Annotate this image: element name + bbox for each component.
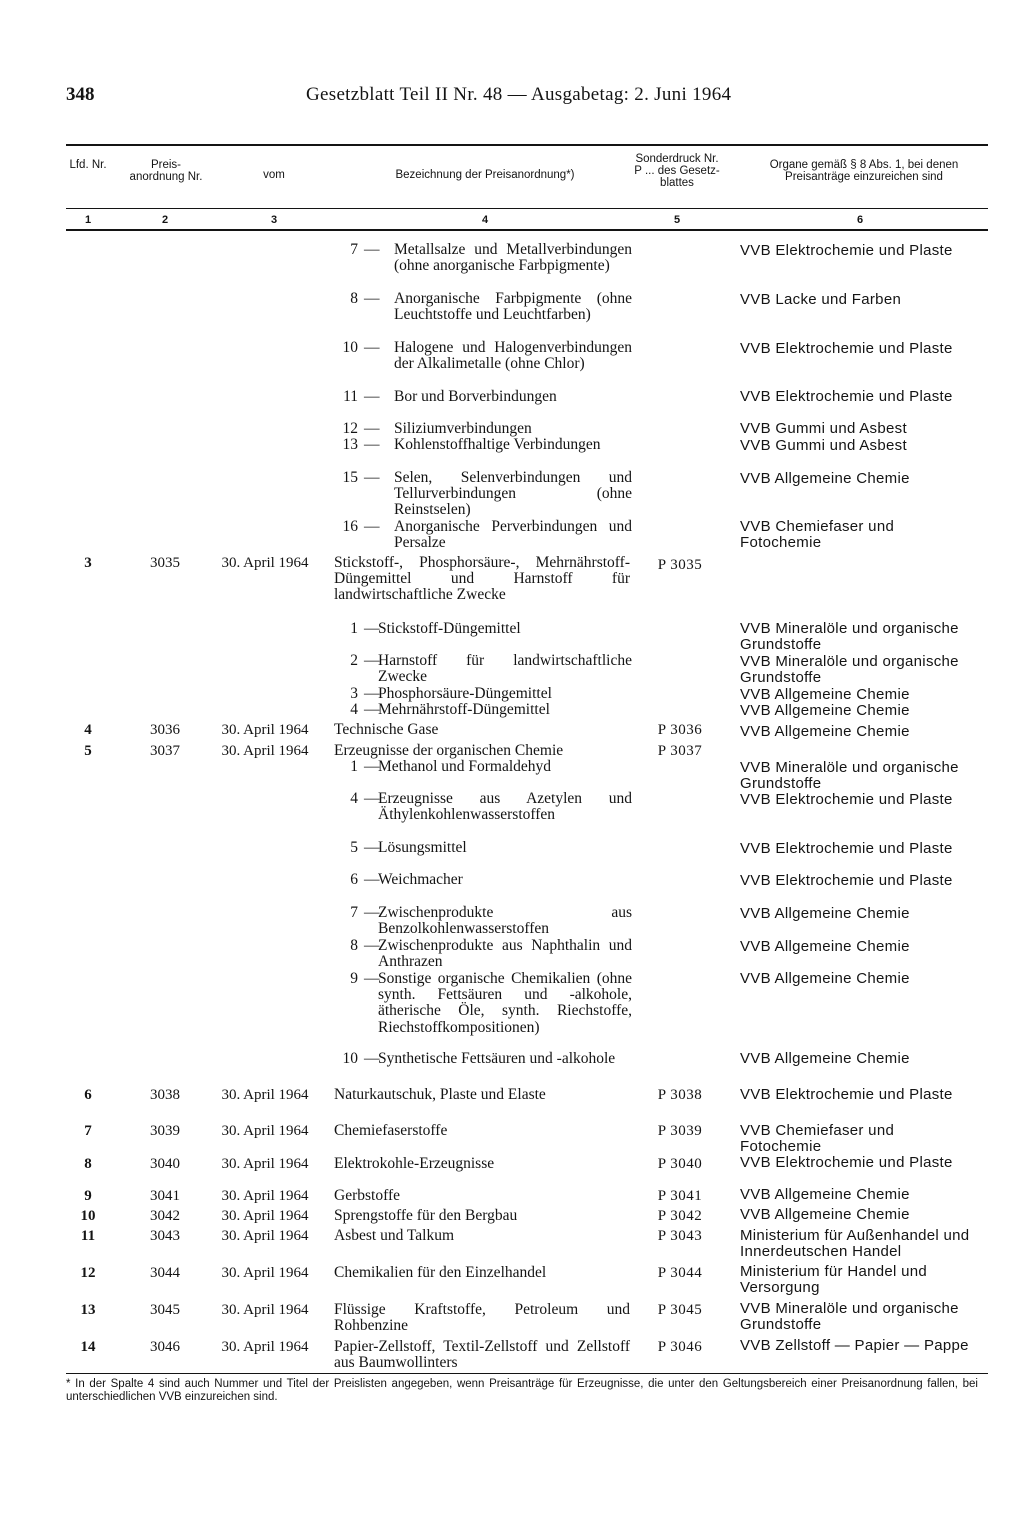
organ-cell: VVB Allgemeine Chemie [740,1050,910,1067]
organ-cell: VVB Zellstoff — Papier — Pappe [740,1337,969,1354]
item-number: 10 [342,1050,358,1067]
item-text: Zwischenprodukte aus Naphthalin und Anthrazen [378,937,632,971]
preisanordnung-nr: 3038 [150,1087,180,1103]
date: 30. April 1964 [221,555,309,571]
bezeichnung: Erzeugnisse der organischen Chemie [334,742,564,759]
date: 30. April 1964 [221,1087,309,1103]
organ-cell: VVB Allgemeine Chemie [740,723,910,740]
item-text: Phosphorsäure-Düngemittel [378,685,552,702]
organ-cell: VVB Chemiefaser und Fotochemie [740,1122,895,1156]
date: 30. April 1964 [221,1123,309,1139]
item-text: Halogene und Halogenverbindungen der Alkalimetalle (ohne Chlor) [394,339,632,373]
organ-cell: VVB Mineralöle und organische Grundstoffe [740,653,959,687]
item-number: 13 [342,436,358,453]
item-dash: — [364,436,380,453]
item-dash: — [364,469,380,486]
lfd-nr: 8 [84,1156,92,1172]
item-dash: — [364,290,380,307]
bezeichnung: Flüssige Kraftstoffe, Petroleum und Rohbenzine [334,1301,630,1335]
organ-cell: VVB Lacke und Farben [740,291,902,308]
bezeichnung: Stickstoff-, Phosphorsäure-, Mehrnährstoff-Düngemittel und Harnstoff für landwirtschaftliche Zwecke [334,554,630,604]
organ-cell: VVB Elektrochemie und Plaste [740,388,953,405]
organ-cell: VVB Elektrochemie und Plaste [740,1154,953,1171]
col-number-2: 2 [161,214,169,226]
item-dash: — [364,937,380,954]
item-text: Lösungsmittel [378,839,467,856]
lfd-nr: 13 [80,1302,96,1318]
preisanordnung-nr: 3035 [150,555,180,571]
col-head-organe: Organe gemäß § 8 Abs. 1, bei denen Preisanträge einzureichen sind [769,159,959,183]
date: 30. April 1964 [221,1208,309,1224]
item-dash: — [364,904,380,921]
sonderdruck-nr: P 3042 [657,1208,703,1224]
item-number: 10 [342,339,358,356]
col-number-5: 5 [673,214,681,226]
date: 30. April 1964 [221,1156,309,1172]
organ-cell: VVB Allgemeine Chemie [740,1186,910,1203]
item-text: Weichmacher [378,871,463,888]
organ-cell: VVB Elektrochemie und Plaste [740,242,953,259]
item-text: Metallsalze und Metallverbindungen (ohne anorganische Farbpigmente) [394,241,632,275]
col-head-sonderdruck: Sonderdruck Nr. P ... des Gesetz-blattes [634,153,720,189]
sonderdruck-nr: P 3037 [657,743,703,759]
lfd-nr: 3 [84,555,92,571]
item-dash: — [364,839,380,856]
organ-cell: VVB Allgemeine Chemie [740,702,910,719]
item-number: 8 [350,937,358,954]
item-text: Harnstoff für landwirtschaftliche Zwecke [378,652,632,686]
item-dash: — [364,620,380,637]
organ-cell: VVB Allgemeine Chemie [740,938,910,955]
item-text: Kohlenstoffhaltige Verbindungen [394,436,601,453]
col-number-4: 4 [481,214,489,226]
date: 30. April 1964 [221,1228,309,1244]
item-text: Selen, Selenverbindungen und Tellurverbindungen (ohne Reinstselen) [394,469,632,519]
item-dash: — [364,420,380,437]
preisanordnung-nr: 3041 [150,1188,180,1204]
date: 30. April 1964 [221,743,309,759]
organ-cell: VVB Gummi und Asbest [740,420,907,437]
preisanordnung-nr: 3044 [150,1265,180,1281]
item-number: 12 [342,420,358,437]
item-dash: — [364,790,380,807]
preisanordnung-nr: 3037 [150,743,180,759]
footnote: * In der Spalte 4 sind auch Nummer und Titel der Preislisten angegeben, wenn Preisanträge für Erzeugnisse, die unter den Geltungsbereich einer Preisanordnung fallen, bei unterschiedlichen VVB einzureichen sind. [66,1378,978,1403]
date: 30. April 1964 [221,722,309,738]
col-number-1: 1 [84,214,92,226]
sonderdruck-nr: P 3038 [657,1087,703,1103]
organ-cell: VVB Elektrochemie und Plaste [740,840,953,857]
item-text: Stickstoff-Düngemittel [378,620,521,637]
organ-cell: VVB Chemiefaser und Fotochemie [740,518,895,552]
item-text: Methanol und Formaldehyd [378,758,552,775]
lfd-nr: 5 [84,743,92,759]
item-number: 8 [350,290,358,307]
preisanordnung-nr: 3040 [150,1156,180,1172]
date: 30. April 1964 [221,1265,309,1281]
organ-cell: VVB Mineralöle und organische Grundstoffe [740,620,959,654]
col-head-vom: vom [263,169,285,181]
date: 30. April 1964 [221,1188,309,1204]
bezeichnung: Sprengstoffe für den Bergbau [334,1207,518,1224]
item-dash: — [364,970,380,987]
bezeichnung: Chemikalien für den Einzelhandel [334,1264,547,1281]
item-dash: — [364,871,380,888]
sonderdruck-nr: P 3044 [657,1265,703,1281]
item-number: 2 [350,652,358,669]
item-number: 1 [350,758,358,775]
sonderdruck-nr: P 3045 [657,1302,703,1318]
organ-cell: VVB Allgemeine Chemie [740,905,910,922]
col-number-3: 3 [270,214,278,226]
sonderdruck-nr: P 3041 [657,1188,703,1204]
item-dash: — [364,241,380,258]
item-dash: — [364,701,380,718]
organ-cell: Ministerium für Außenhandel und Innerdeutschen Handel [740,1227,970,1261]
item-number: 1 [350,620,358,637]
sonderdruck-nr: P 3035 [657,557,703,573]
item-dash: — [364,758,380,775]
sonderdruck-nr: P 3039 [657,1123,703,1139]
bezeichnung: Elektrokohle-Erzeugnisse [334,1155,495,1172]
preisanordnung-nr: 3045 [150,1302,180,1318]
item-dash: — [364,652,380,669]
lfd-nr: 4 [84,722,92,738]
bezeichnung: Naturkautschuk, Plaste und Elaste [334,1086,546,1103]
lfd-nr: 12 [80,1265,96,1281]
organ-cell: VVB Allgemeine Chemie [740,686,910,703]
preisanordnung-nr: 3039 [150,1123,180,1139]
preisanordnung-nr: 3043 [150,1228,180,1244]
item-text: Synthetische Fettsäuren und -alkohole [378,1050,616,1067]
organ-cell: VVB Allgemeine Chemie [740,970,910,987]
sonderdruck-nr: P 3040 [657,1156,703,1172]
date: 30. April 1964 [221,1339,309,1355]
item-number: 16 [342,518,358,535]
bezeichnung: Technische Gase [334,721,439,738]
preisanordnung-nr: 3042 [150,1208,180,1224]
bezeichnung: Asbest und Talkum [334,1227,455,1244]
date: 30. April 1964 [221,1302,309,1318]
organ-cell: VVB Elektrochemie und Plaste [740,1086,953,1103]
organ-cell: VVB Gummi und Asbest [740,437,907,454]
col-number-6: 6 [856,214,864,226]
item-text: Anorganische Farbpigmente (ohne Leuchtstoffe und Leuchtfarben) [394,290,632,324]
col-head-bezeichnung: Bezeichnung der Preisanordnung*) [395,169,575,181]
item-number: 6 [350,871,358,888]
col-head-preisanordnung: Preis-anordnung Nr. [129,159,203,183]
bezeichnung: Papier-Zellstoff, Textil-Zellstoff und Zellstoff aus Baumwollinters [334,1338,630,1372]
lfd-nr: 14 [80,1339,96,1355]
item-text: Bor und Borverbindungen [394,388,557,405]
table-bottom-rule [66,1373,988,1374]
sonderdruck-nr: P 3046 [657,1339,703,1355]
item-text: Erzeugnisse aus Azetylen und Äthylenkohlenwasserstoffen [378,790,632,824]
organ-cell: VVB Mineralöle und organische Grundstoffe [740,759,959,793]
page-number: 348 [66,84,95,105]
lfd-nr: 6 [84,1087,92,1103]
organ-cell: VVB Mineralöle und organische Grundstoffe [740,1300,959,1334]
item-number: 7 [350,904,358,921]
organ-cell: VVB Allgemeine Chemie [740,1206,910,1223]
organ-cell: Ministerium für Handel und Versorgung [740,1263,928,1297]
lfd-nr: 10 [80,1208,96,1224]
running-title: Gesetzblatt Teil II Nr. 48 — Ausgabetag: 2. Juni 1964 [306,84,732,105]
lfd-nr: 11 [80,1228,96,1244]
item-dash: — [364,339,380,356]
item-text: Anorganische Perverbindungen und Persalze [394,518,632,552]
item-dash: — [364,518,380,535]
item-dash: — [364,1050,380,1067]
organ-cell: VVB Elektrochemie und Plaste [740,872,953,889]
organ-cell: VVB Allgemeine Chemie [740,470,910,487]
item-text: Sonstige organische Chemikalien (ohne synth. Fettsäuren und -alkohole, ätherische Öle, synth. Riechstoffe, Riechstoffkompositionen) [378,970,632,1036]
item-text: Siliziumverbindungen [394,420,532,437]
organ-cell: VVB Elektrochemie und Plaste [740,340,953,357]
item-text: Zwischenprodukte aus Benzolkohlenwasserstoffen [378,904,632,938]
col-head-lfd: Lfd. Nr. [69,159,107,171]
bezeichnung: Chemiefaserstoffe [334,1122,448,1139]
item-number: 15 [342,469,358,486]
item-number: 11 [343,388,358,405]
item-number: 4 [350,790,358,807]
item-number: 3 [350,685,358,702]
item-number: 4 [350,701,358,718]
item-dash: — [364,685,380,702]
item-number: 9 [350,970,358,987]
item-text: Mehrnährstoff-Düngemittel [378,701,550,718]
preisanordnung-nr: 3046 [150,1339,180,1355]
organ-cell: VVB Elektrochemie und Plaste [740,791,953,808]
bezeichnung: Gerbstoffe [334,1187,400,1204]
sonderdruck-nr: P 3036 [657,722,703,738]
sonderdruck-nr: P 3043 [657,1228,703,1244]
item-dash: — [364,388,380,405]
lfd-nr: 9 [84,1188,92,1204]
item-number: 7 [350,241,358,258]
preisanordnung-nr: 3036 [150,722,180,738]
item-number: 5 [350,839,358,856]
lfd-nr: 7 [84,1123,92,1139]
